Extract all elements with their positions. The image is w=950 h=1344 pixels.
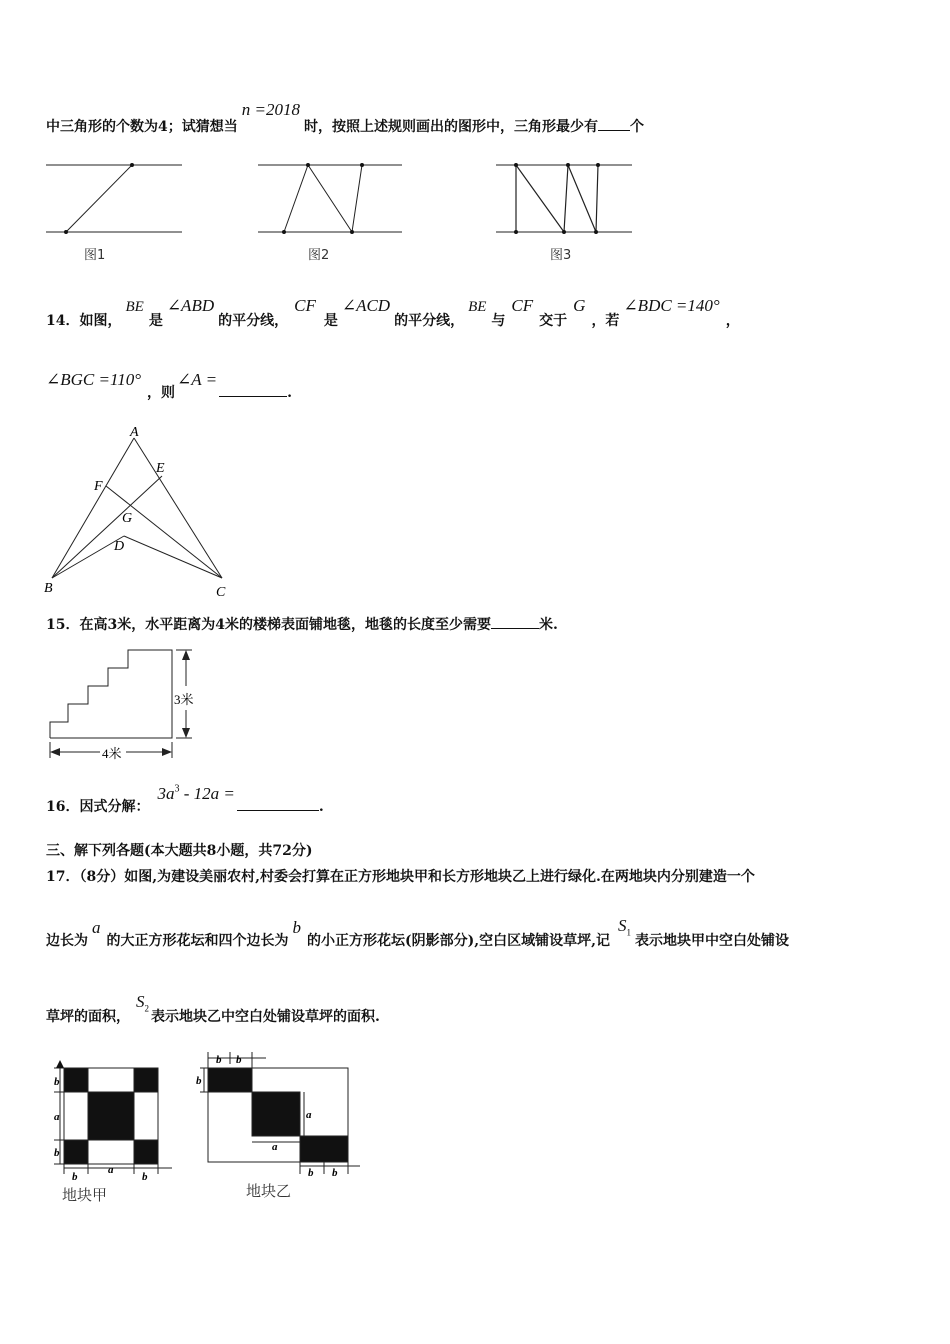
- label-f: F: [94, 479, 103, 494]
- q14-angle-acd: ∠ACD: [341, 296, 391, 315]
- q15-answer-blank[interactable]: [491, 628, 539, 629]
- q15-height-label: 3米: [174, 692, 194, 707]
- plot-b-dim-b-3: b: [196, 1075, 202, 1087]
- q17-s2-letter: S: [136, 992, 145, 1011]
- label-e: E: [156, 461, 165, 476]
- q14-cf-1: CF: [294, 296, 316, 315]
- q14-angle-a: ∠A =: [177, 370, 218, 389]
- plot-a-dim-a-1: a: [54, 1111, 60, 1123]
- q14-answer-blank[interactable]: [219, 396, 287, 397]
- q14-angle-bgc: ∠BGC =110°: [46, 370, 142, 389]
- q16-line: [46, 782, 324, 818]
- q15-text-a: 15．在高3米，水平距离为4米的楼梯表面铺地毯，地毯的长度至少需要: [46, 617, 491, 633]
- q14-yu: 与: [491, 313, 506, 329]
- q14-cf-2: CF: [511, 296, 534, 315]
- q14-period: .: [287, 385, 292, 401]
- plot-b-dim-b-4: b: [308, 1167, 314, 1179]
- plot-a-dim-b-2: b: [54, 1147, 60, 1159]
- q14-ruo: ，若: [591, 313, 620, 329]
- q14-shi-1: 是: [148, 313, 163, 329]
- q16-expr-rest: - 12a =: [179, 784, 235, 803]
- q14-bisector-1: 的平分线，: [218, 313, 289, 329]
- q17-s2-sub: 2: [144, 1003, 149, 1014]
- q15-stairs-figure: [40, 642, 210, 764]
- q14-line-2: [46, 368, 292, 404]
- q14-jiaoyu: 交于: [539, 313, 568, 329]
- label-d: D: [114, 539, 125, 554]
- q17-line-3: [46, 992, 380, 1028]
- plot-b-dim-b-5: b: [332, 1167, 338, 1179]
- plot-a-dim-b-4: b: [142, 1171, 148, 1182]
- q13-figure-3: [494, 158, 634, 238]
- q14-comma: ，: [725, 313, 740, 329]
- q13-caption-2: 图2: [308, 248, 330, 263]
- q17-line2-d: 表示地块甲中空白处铺设: [635, 933, 789, 949]
- plot-a-dim-a-2: a: [108, 1164, 114, 1176]
- q17-line3-a: 草坪的面积，: [46, 1009, 130, 1025]
- q17-line2-c: 的小正方形花坛(阴影部分),空白区域铺设草坪,记: [307, 933, 610, 949]
- plot-a-dim-b-3: b: [72, 1171, 78, 1182]
- q14-ze: ，则: [147, 385, 176, 401]
- label-g: G: [122, 511, 133, 526]
- q13-figure-1: [44, 158, 184, 238]
- q17-var-b: b: [292, 918, 301, 937]
- q14-bisector-2: 的平分线，: [394, 313, 465, 329]
- plot-b-dim-b-1: b: [216, 1054, 222, 1066]
- q17-line2-a: 边长为: [46, 933, 88, 949]
- q17-line-1: 17．（8分）如图,为建设美丽农村,村委会打算在正方形地块甲和长方形地块乙上进行绿化.在两地块内分别建造一个: [46, 869, 755, 885]
- q17-s1-sub: 1: [626, 927, 631, 938]
- q16-text: 16．因式分解：: [46, 799, 150, 815]
- q17-plot-a-figure: [46, 1056, 182, 1182]
- q17-var-a: a: [92, 918, 101, 937]
- q16-answer-blank[interactable]: [237, 810, 319, 811]
- q17-plot-a-caption: 地块甲: [62, 1186, 108, 1204]
- plot-b-dim-a-1: a: [306, 1109, 312, 1121]
- q17-plot-b-caption: 地块乙: [246, 1182, 292, 1200]
- q14-line-1: [46, 292, 740, 332]
- q15-line: [46, 614, 558, 634]
- label-b: B: [44, 581, 53, 596]
- q16-expr-exp: 3: [174, 783, 180, 795]
- q17-s2: [136, 992, 149, 1014]
- q16-expr-base: 3a: [157, 784, 175, 803]
- q14-number: 14．如图，: [46, 313, 122, 329]
- plot-a-dim-b-1: b: [54, 1076, 60, 1088]
- q13-text-a: 中三角形的个数为4；试猜想当: [46, 119, 238, 135]
- q14-be-1: BE: [125, 299, 144, 315]
- q15-text-b: 米.: [538, 617, 558, 633]
- q17-s1: [618, 916, 631, 938]
- section-3-heading: 三、解下列各题(本大题共8小题，共72分): [46, 843, 313, 859]
- q17-line-2: [46, 916, 789, 952]
- plot-b-dim-a-2: a: [272, 1141, 278, 1153]
- q17-line3-b: 表示地块乙中空白处铺设草坪的面积.: [151, 1009, 380, 1025]
- q16-period: .: [318, 799, 324, 815]
- q13-caption-1: 图1: [84, 248, 106, 263]
- q17-s1-letter: S: [618, 916, 627, 935]
- q13-line: [46, 100, 644, 140]
- q13-text-b: 时，按照上述规则画出的图形中，三角形最少有: [303, 119, 598, 135]
- q14-g: G: [573, 296, 586, 315]
- q13-caption-3: 图3: [550, 248, 572, 263]
- label-c: C: [216, 585, 226, 600]
- q14-angle-bdc: ∠BDC =140°: [623, 296, 720, 315]
- q14-triangle-figure: [42, 424, 242, 604]
- q17-line2-b: 的大正方形花坛和四个边长为: [106, 933, 289, 949]
- q13-math-n: n =2018: [241, 100, 300, 119]
- label-a: A: [130, 425, 139, 440]
- q13-text-c: 个: [629, 119, 644, 135]
- q14-be-2: BE: [468, 299, 487, 315]
- plot-b-dim-b-2: b: [236, 1054, 242, 1066]
- q14-angle-abd: ∠ABD: [166, 296, 215, 315]
- q13-answer-blank[interactable]: [598, 130, 630, 131]
- q13-figure-2: [256, 158, 404, 238]
- q15-width-label: 4米: [102, 746, 122, 761]
- q14-shi-2: 是: [323, 313, 338, 329]
- q17-plot-b-figure: [190, 1048, 366, 1180]
